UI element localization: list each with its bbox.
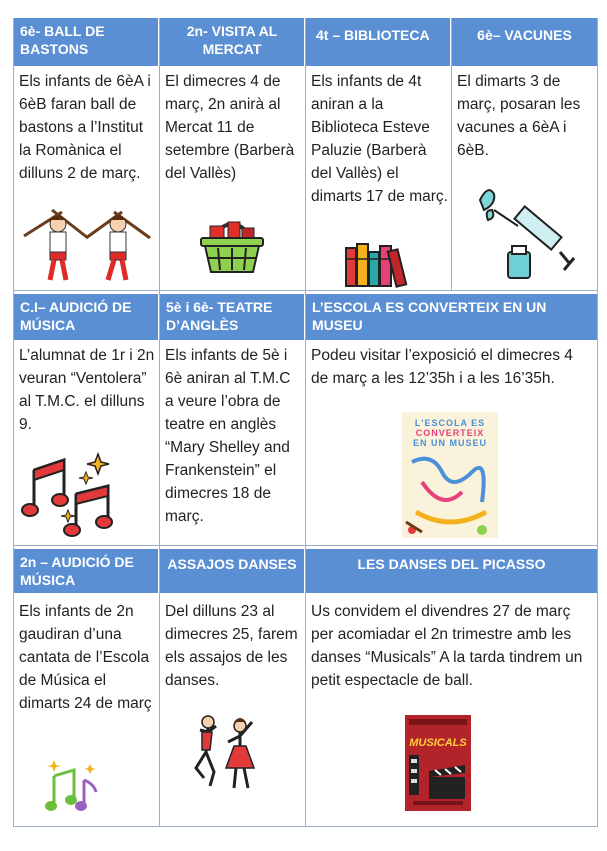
stick-dancers-icon bbox=[22, 208, 152, 284]
section-text: El dimecres 4 de març, 2n anirà al Mercat 11 de setembre (Barberà del Vallès) bbox=[165, 73, 295, 182]
section-title: 2n – AUDICIÓ DE MÚSICA bbox=[14, 549, 158, 593]
music-notes-small-icon bbox=[46, 760, 102, 814]
section-text: Els infants de 5è i 6è aniran al T.M.C a veure l’obra de teatre en anglès “Mary Shelley and Frankenstein” el dimecres 18 de març. bbox=[165, 347, 291, 525]
poster-title: MUSICALS bbox=[409, 737, 467, 749]
section-text: Del dilluns 23 al dimecres 25, farem els assajos de les danses. bbox=[165, 603, 298, 689]
grid-line bbox=[13, 545, 598, 546]
shopping-basket-icon bbox=[198, 214, 266, 274]
section-title: 2n- VISITA AL MERCAT bbox=[160, 18, 304, 66]
section-text: El dimarts 3 de març, posaran les vacunes a 6èA i 6èB. bbox=[457, 73, 581, 159]
grid-line bbox=[597, 18, 598, 826]
grid-line bbox=[13, 826, 598, 827]
section-title: 5è i 6è- TEATRE D’ANGLÈS bbox=[160, 294, 304, 340]
dancers-icon bbox=[186, 712, 266, 792]
section-text: L’alumnat de 1r i 2n veuran “Ventolera” al T.M.C. el dilluns 9. bbox=[19, 347, 155, 433]
poster-line: EN UN MUSEU bbox=[412, 438, 487, 448]
poster-line: L'ESCOLA ES bbox=[414, 418, 486, 428]
section-text: Els infants de 2n gaudiran d’una cantata de l’Escola de Música el dimarts 24 de març bbox=[19, 603, 152, 712]
section-title: C.I– AUDICIÓ DE MÚSICA bbox=[14, 294, 158, 340]
poster-line: CONVERTEIX bbox=[415, 428, 485, 438]
museum-poster-icon bbox=[402, 412, 498, 538]
section-text: Podeu visitar l’exposició el dimecres 4 de març a les 12’35h i a les 16’35h. bbox=[311, 347, 573, 387]
section-text: Us convidem el divendres 27 de març per acomiadar el 2n trimestre amb les danses “Musicals” A la tarda tindrem un petit espectacle de ball. bbox=[311, 603, 583, 689]
section-title: 6è– VACUNES bbox=[452, 18, 597, 66]
section-text: Els infants de 4t aniran a la Biblioteca Esteve Paluzie (Barberà del Vallès) el dimarts 17 de març. bbox=[311, 73, 448, 205]
books-icon bbox=[344, 244, 412, 288]
section-title: L’ESCOLA ES CONVERTEIX EN UN MUSEU bbox=[306, 294, 597, 340]
section-title: LES DANSES DEL PICASSO bbox=[306, 549, 597, 593]
section-title: ASSAJOS DANSES bbox=[160, 549, 304, 593]
grid-line bbox=[13, 290, 598, 291]
syringe-icon bbox=[474, 180, 574, 280]
section-title: 6è- BALL DE BASTONS bbox=[14, 18, 158, 66]
section-text: Els infants de 6èA i 6èB faran ball de bastons a l’Institut la Romànica el dilluns 2 de març. bbox=[19, 73, 151, 182]
musicals-poster-icon bbox=[405, 715, 471, 811]
music-notes-icon bbox=[24, 450, 118, 534]
section-title: 4t – BIBLIOTECA bbox=[306, 18, 450, 66]
